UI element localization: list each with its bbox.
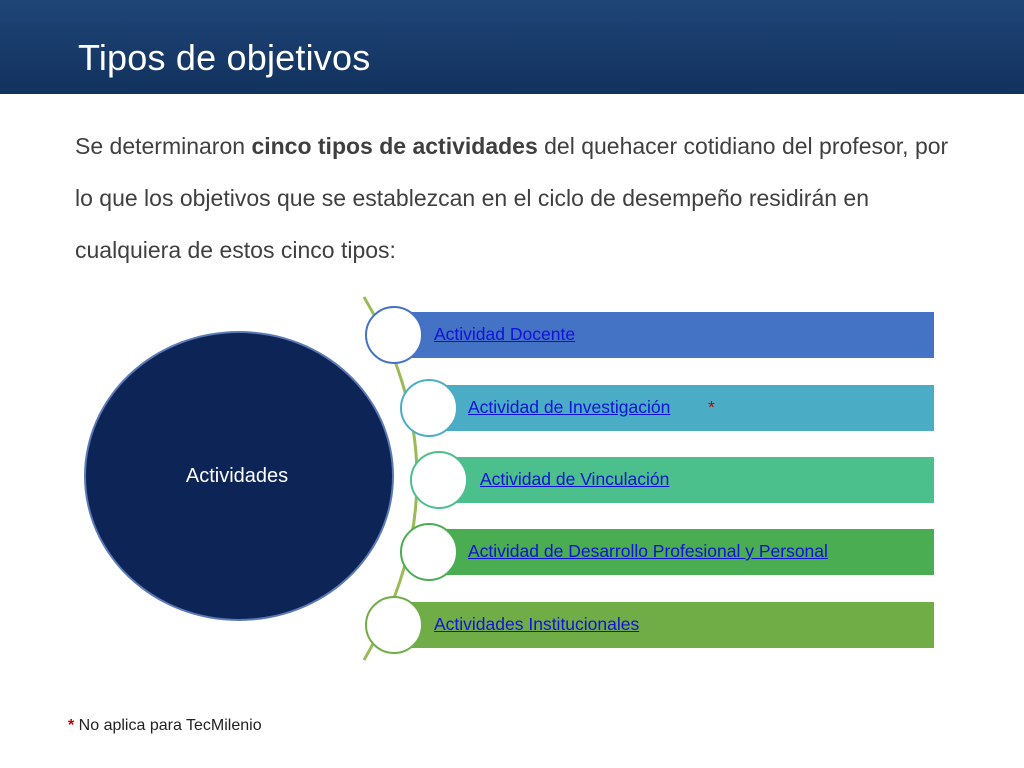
activity-bar-institucionales — [392, 602, 934, 648]
activity-bar-docente — [392, 312, 934, 358]
title-bar — [0, 0, 1024, 94]
activity-link-desarrollo[interactable]: Actividad de Desarrollo Profesional y Personal — [468, 541, 828, 561]
footnote — [68, 717, 262, 735]
not-applicable-marker: * — [708, 397, 715, 417]
footnote-text: No aplica para TecMilenio — [74, 717, 262, 734]
node-circle-docente — [365, 306, 423, 364]
center-bubble-label: Actividades — [185, 464, 289, 487]
footnote-marker: * — [68, 717, 75, 734]
activity-bar-vinculacion — [440, 457, 934, 503]
intro-text-bold: cinco tipos de actividades — [251, 133, 538, 159]
activity-link-institucionales[interactable]: Actividades Institucionales — [434, 614, 640, 634]
activity-link-docente[interactable]: Actividad Docente — [434, 324, 576, 344]
slide-title: Tipos de objetivos — [78, 37, 371, 78]
activity-bar-desarrollo — [428, 529, 934, 575]
activity-link-investigacion[interactable]: Actividad de Investigación — [468, 397, 671, 417]
node-circle-desarrollo — [400, 523, 458, 581]
intro-text-start: Se determinaron — [75, 133, 252, 159]
intro-text-end: del quehacer cotidiano del profesor, por lo que los objetivos que se establezcan en el ciclo de desempeño residirán en cualquiera de estos cinco tipos: — [75, 133, 949, 263]
node-circle-institucionales — [365, 596, 423, 654]
center-bubble — [84, 331, 394, 621]
node-circle-vinculacion — [410, 451, 468, 509]
activity-bar-investigacion — [428, 385, 934, 431]
activity-link-vinculacion[interactable]: Actividad de Vinculación — [480, 469, 670, 489]
node-circle-investigacion — [400, 379, 458, 437]
intro-paragraph — [75, 120, 955, 276]
